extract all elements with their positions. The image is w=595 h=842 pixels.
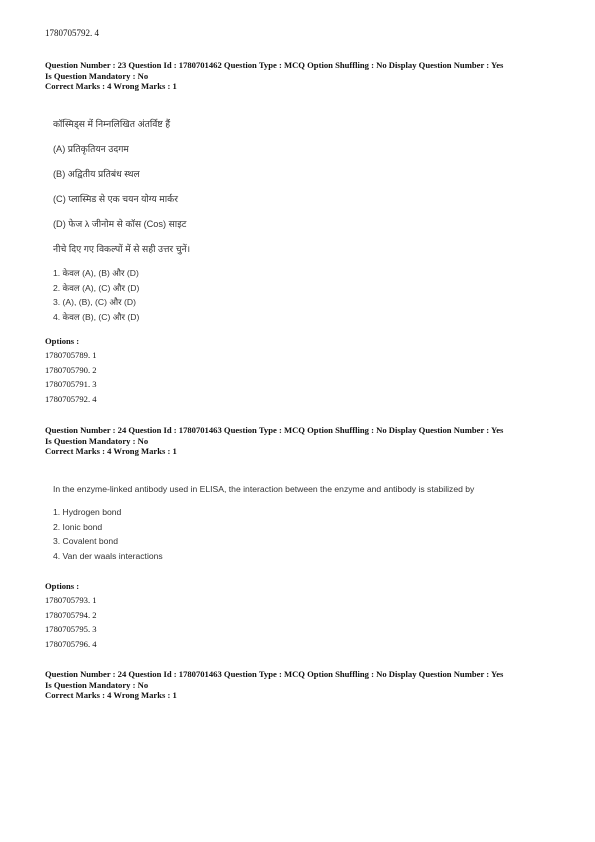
question-23-choice-4: 4. केवल (B), (C) और (D): [53, 311, 140, 322]
question-24-options: [45, 580, 97, 651]
question-23-body: [53, 118, 563, 324]
option-id-row: 1780705796. 4: [45, 638, 97, 649]
question-24-header: [45, 425, 565, 457]
question-23-statement-a: (A) प्रतिकृतियन उदगम: [53, 144, 129, 154]
question-23-header-line1: Question Number : 23 Question Id : 1780701462 Question Type : MCQ Option Shuffling : No Display Question Number : Yes: [45, 60, 504, 70]
question-23-options: [45, 335, 97, 406]
option-id-row: 1780705790. 2: [45, 364, 97, 375]
question-23-choice-3: 3. (A), (B), (C) और (D): [53, 297, 136, 308]
option-id-row: 1780705791. 3: [45, 379, 97, 390]
question-24-body: [53, 483, 563, 563]
question-24-choice-list: [53, 505, 563, 563]
options-title: Options :: [45, 336, 80, 346]
question-24-repeat-header-line1: Question Number : 24 Question Id : 1780701463 Question Type : MCQ Option Shuffling : No Display Question Number : Yes: [45, 669, 504, 679]
question-23-header-line2: Is Question Mandatory : No: [45, 70, 149, 81]
question-23-statement-d: (D) फेज λ जीनोम से कॉस (Cos) साइट: [53, 219, 187, 229]
options-title: Options :: [45, 581, 80, 591]
question-24-choice-2: 2. Ionic bond: [53, 521, 103, 532]
question-24-stem: In the enzyme-linked antibody used in ELISA, the interaction between the enzyme and antibody is stabilized by: [53, 484, 475, 494]
option-id-row: 1780705794. 2: [45, 609, 97, 620]
question-23-header-line3: Correct Marks : 4 Wrong Marks : 1: [45, 81, 177, 91]
question-23-stem: कॉस्मिड्स में निम्नलिखित अंतर्विष्ट हैं: [53, 119, 171, 129]
question-23-statement-c: (C) प्लास्मिड से एक चयन योग्य मार्कर: [53, 194, 178, 204]
question-24-repeat-header-line3: Correct Marks : 4 Wrong Marks : 1: [45, 690, 177, 700]
option-id-row: 1780705792. 4: [45, 393, 97, 404]
question-24-choice-3: 3. Covalent bond: [53, 536, 118, 547]
question-23-statement-b: (B) अद्वितीय प्रतिबंध स्थल: [53, 169, 140, 179]
question-24-repeat-header: [45, 669, 565, 701]
question-23-header: [45, 60, 565, 92]
question-24-choice-4: 4. Van der waals interactions: [53, 550, 163, 561]
option-id-row: 1780705789. 1: [45, 350, 97, 360]
question-24-header-line3: Correct Marks : 4 Wrong Marks : 1: [45, 446, 177, 456]
option-id-row: 1780705795. 3: [45, 624, 97, 635]
question-23-choice-list: [53, 266, 563, 324]
question-24-choice-1: 1. Hydrogen bond: [53, 507, 122, 517]
question-23-instruction: नीचे दिए गए विकल्पों में से सही उत्तर चुनें।: [53, 244, 191, 254]
question-24-repeat-header-line2: Is Question Mandatory : No: [45, 679, 149, 690]
option-id-row: 1780705793. 1: [45, 595, 97, 605]
question-24-header-line2: Is Question Mandatory : No: [45, 435, 149, 446]
question-23-choice-2: 2. केवल (A), (C) और (D): [53, 282, 140, 293]
page-reference: 1780705792. 4: [45, 28, 99, 38]
question-23-choice-1: 1. केवल (A), (B) और (D): [53, 268, 139, 278]
question-24-header-line1: Question Number : 24 Question Id : 1780701463 Question Type : MCQ Option Shuffling : No Display Question Number : Yes: [45, 425, 504, 435]
